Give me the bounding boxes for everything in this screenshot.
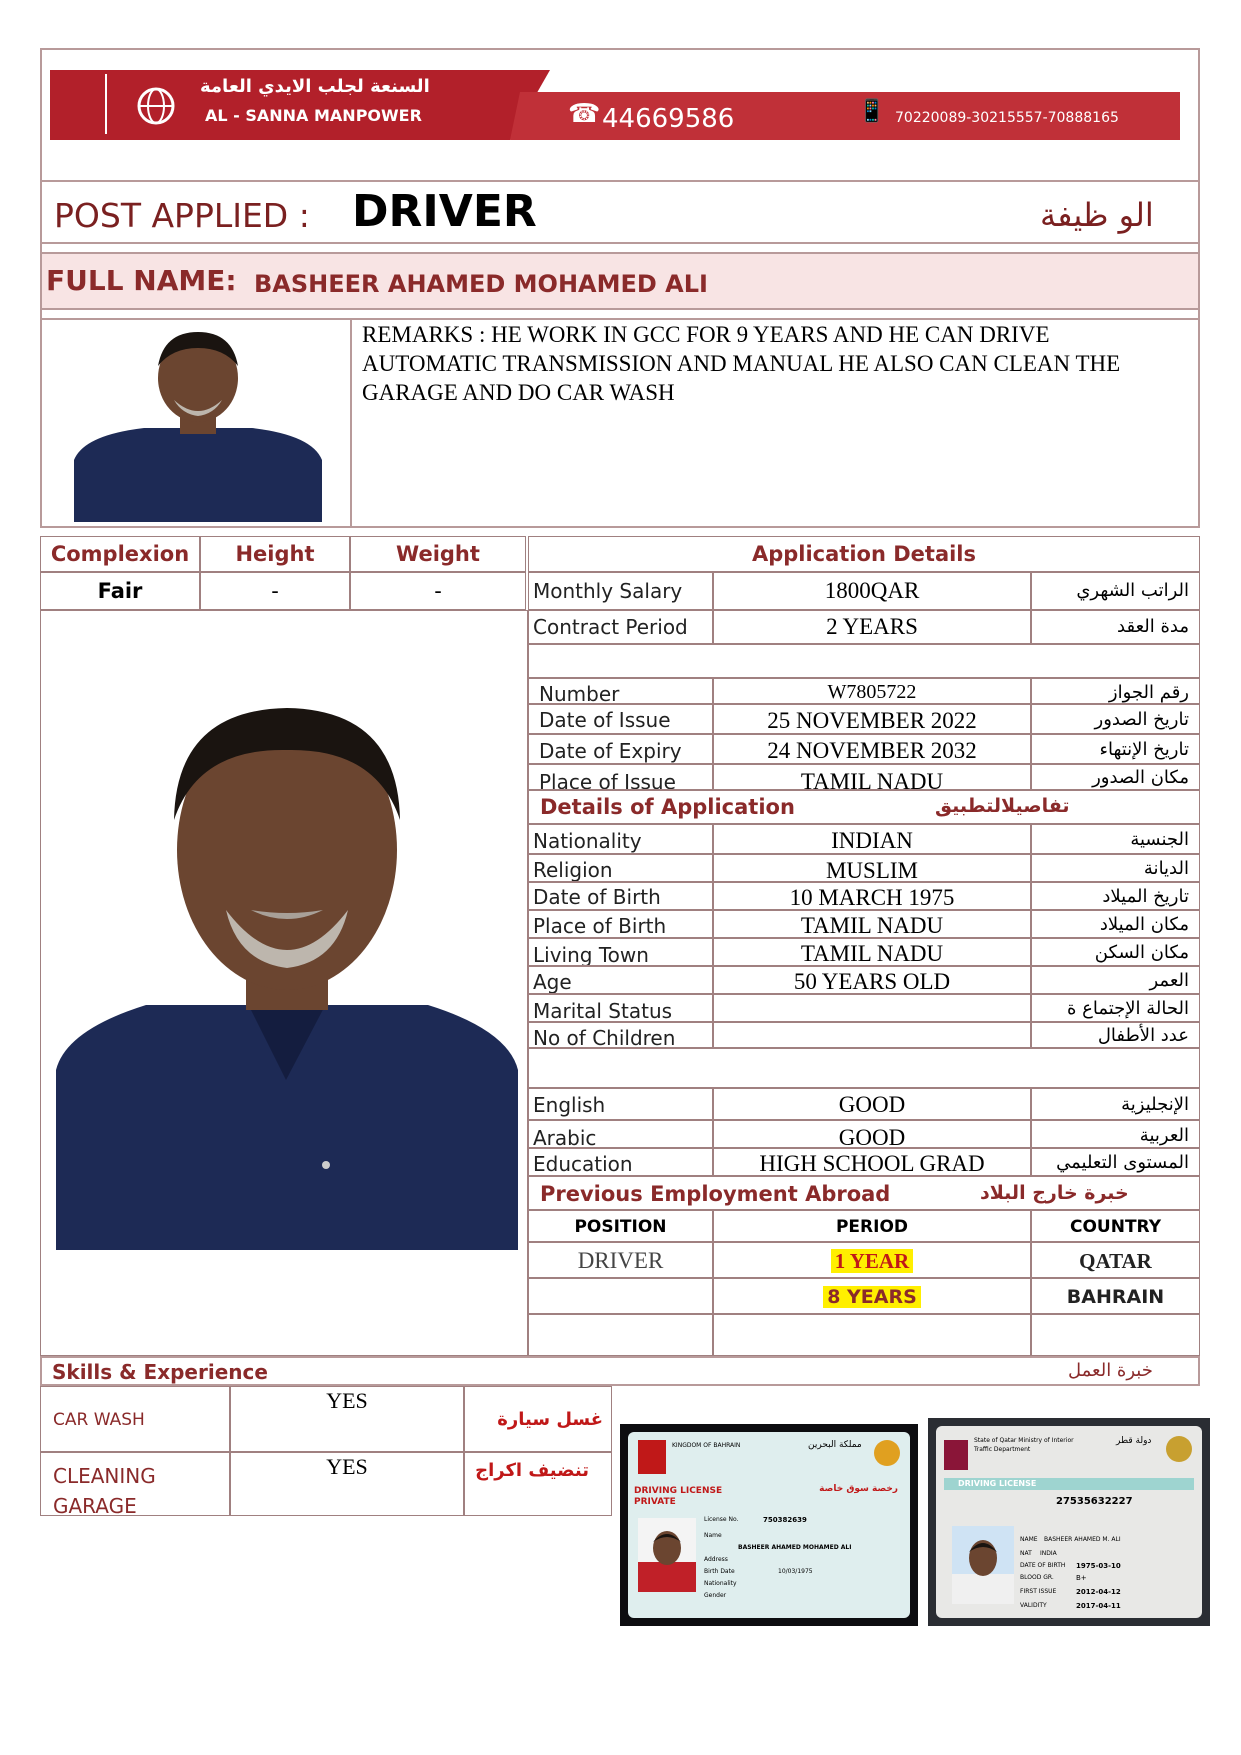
education-ar: المستوى التعليمي xyxy=(1031,1148,1200,1176)
qatar-field-birth: DATE OF BIRTH xyxy=(1020,1562,1066,1569)
skills-title: Skills & Experience xyxy=(52,1360,268,1384)
english-label: English xyxy=(528,1088,713,1120)
nationality-label: Nationality xyxy=(528,824,713,854)
bahrain-license-card xyxy=(620,1424,918,1626)
bahrain-field-nationality: Nationality xyxy=(704,1580,737,1587)
age-ar: العمر xyxy=(1031,966,1200,994)
bahrain-name: BASHEER AHAMED MOHAMED ALI xyxy=(738,1544,852,1551)
living-town-value: TAMIL NADU xyxy=(713,938,1031,966)
date-of-expiry-ar: تاريخ الإنتهاء xyxy=(1031,734,1200,764)
date-of-birth-value: 10 MARCH 1975 xyxy=(713,882,1031,910)
qatar-blood: B+ xyxy=(1076,1574,1087,1582)
bahrain-license-type-ar: رخصة سوق خاصة xyxy=(819,1484,898,1494)
employment-row-1-position: DRIVER xyxy=(528,1242,713,1278)
mobile-phone-icon: 📱 xyxy=(858,98,886,123)
qatar-validity: 2017-04-11 xyxy=(1076,1602,1121,1610)
qatar-header-en: State of Qatar Ministry of Interior Traffic Department xyxy=(974,1437,1074,1453)
bahrain-header-en: KINGDOM OF BAHRAIN xyxy=(672,1442,741,1449)
employment-row-1-country: QATAR xyxy=(1031,1242,1200,1278)
employment-title-ar: خبرة خارج البلاد xyxy=(980,1182,1129,1204)
qatar-field-name: NAME xyxy=(1020,1536,1038,1543)
bahrain-flag-icon xyxy=(638,1440,666,1474)
employment-row-2-position xyxy=(528,1278,713,1314)
bahrain-field-license-no: License No. xyxy=(704,1516,739,1523)
english-value: GOOD xyxy=(713,1088,1031,1120)
age-value: 50 YEARS OLD xyxy=(713,966,1031,994)
place-of-birth-ar: مكان الميلاد xyxy=(1031,910,1200,938)
telephone-icon: ☎ xyxy=(568,98,601,128)
bahrain-field-birth: Birth Date xyxy=(704,1568,735,1575)
contract-period-label: Contract Period xyxy=(528,610,713,644)
date-of-issue-label: Date of Issue xyxy=(528,704,713,734)
place-of-issue-value: TAMIL NADU xyxy=(713,764,1031,790)
photo-divider xyxy=(350,318,352,528)
passport-number-label: Number xyxy=(528,678,713,704)
qatar-field-nat: NAT xyxy=(1020,1550,1032,1557)
qatar-license-type: DRIVING LICENSE xyxy=(944,1478,1194,1490)
bahrain-header-ar: مملكة البحرين xyxy=(808,1440,862,1450)
bahrain-emblem-icon xyxy=(874,1440,900,1466)
qatar-header-ar: دولة قطر xyxy=(1116,1436,1152,1446)
header-complexion: Complexion xyxy=(40,536,200,572)
age-label: Age xyxy=(528,966,713,994)
marital-status-value xyxy=(713,994,1031,1022)
english-ar: الإنجليزية xyxy=(1031,1088,1200,1120)
employment-row-3-period xyxy=(713,1314,1031,1356)
arabic-label: Arabic xyxy=(528,1120,713,1148)
bahrain-license-type: DRIVING LICENSE PRIVATE xyxy=(634,1486,723,1507)
post-applied-value: DRIVER xyxy=(352,186,537,237)
application-details-title: Application Details xyxy=(528,536,1200,572)
passport-number-value: W7805722 xyxy=(713,678,1031,704)
marital-status-ar: الحالة الإجتماع ة xyxy=(1031,994,1200,1022)
full-name-value: BASHEER AHAMED MOHAMED ALI xyxy=(254,270,708,298)
qatar-license-card xyxy=(928,1418,1210,1626)
company-banner xyxy=(50,68,1180,140)
qatar-flag-icon xyxy=(944,1440,968,1470)
qatar-license-face xyxy=(936,1426,1202,1618)
applicant-photo-large xyxy=(56,700,518,1250)
monthly-salary-label: Monthly Salary xyxy=(528,572,713,610)
header-weight: Weight xyxy=(350,536,526,572)
employment-header-position: POSITION xyxy=(528,1210,713,1242)
employment-header-period: PERIOD xyxy=(713,1210,1031,1242)
employment-row-2-country: BAHRAIN xyxy=(1031,1278,1200,1314)
children-label: No of Children xyxy=(528,1022,713,1048)
skill-cleaning-garage-text: CLEANING GARAGE xyxy=(53,1464,156,1516)
remarks-text: REMARKS : HE WORK IN GCC FOR 9 YEARS AND HE CAN DRIVE AUTOMATIC TRANSMISSION AND MANUAL HE ALSO CAN CLEAN THE GARAGE AND DO CAR WASH xyxy=(362,322,1121,405)
company-name-ar: السنعة لجلب الايدي العامة xyxy=(200,76,430,97)
arabic-ar: العربية xyxy=(1031,1120,1200,1148)
employment-row-3-country xyxy=(1031,1314,1200,1356)
bahrain-field-gender: Gender xyxy=(704,1592,727,1599)
education-value: HIGH SCHOOL GRAD xyxy=(713,1148,1031,1176)
monthly-salary-value: 1800QAR xyxy=(713,572,1031,610)
bahrain-license-photo xyxy=(638,1518,696,1592)
date-of-birth-ar: تاريخ الميلاد xyxy=(1031,882,1200,910)
qatar-license-photo xyxy=(952,1526,1014,1604)
date-of-expiry-value: 24 NOVEMBER 2032 xyxy=(713,734,1031,764)
date-of-birth-label: Date of Birth xyxy=(528,882,713,910)
skills-title-ar: خبرة العمل xyxy=(1068,1360,1153,1381)
globe-logo-icon xyxy=(136,86,176,126)
bahrain-field-name: Name xyxy=(704,1532,722,1539)
arabic-value: GOOD xyxy=(713,1120,1031,1148)
skill-car-wash-label: CAR WASH xyxy=(40,1386,230,1452)
employment-header-country: COUNTRY xyxy=(1031,1210,1200,1242)
children-ar: عدد الأطفال xyxy=(1031,1022,1200,1048)
spacer-row-1 xyxy=(528,644,1200,678)
post-applied-label: POST APPLIED : xyxy=(54,196,310,235)
qatar-emblem-icon xyxy=(1166,1436,1192,1462)
employment-row-1-period-cell xyxy=(713,1242,1031,1278)
contract-period-value: 2 YEARS xyxy=(713,610,1031,644)
height-value: - xyxy=(200,572,350,610)
spacer-row-2 xyxy=(528,1048,1200,1088)
qatar-nat: INDIA xyxy=(1040,1550,1057,1557)
passport-number-ar: رقم الجواز xyxy=(1031,678,1200,704)
bahrain-field-address: Address xyxy=(704,1556,728,1563)
weight-value: - xyxy=(350,572,526,610)
qatar-field-first-issue: FIRST ISSUE xyxy=(1020,1588,1057,1595)
qatar-field-blood: BLOOD GR. xyxy=(1020,1574,1054,1581)
marital-status-label: Marital Status xyxy=(528,994,713,1022)
complexion-value: Fair xyxy=(40,572,200,610)
full-name-label: FULL NAME: xyxy=(46,264,237,297)
header-height: Height xyxy=(200,536,350,572)
employment-row-2-period: 8 YEARS xyxy=(823,1286,921,1308)
monthly-salary-ar: الراتب الشهري xyxy=(1031,572,1200,610)
place-of-birth-label: Place of Birth xyxy=(528,910,713,938)
contract-period-ar: مدة العقد xyxy=(1031,610,1200,644)
employment-row-3-position xyxy=(528,1314,713,1356)
place-of-birth-value: TAMIL NADU xyxy=(713,910,1031,938)
qatar-first-issue: 2012-04-12 xyxy=(1076,1588,1121,1596)
employment-row-2-period-cell xyxy=(713,1278,1031,1314)
qatar-birth: 1975-03-10 xyxy=(1076,1562,1121,1570)
bahrain-birth: 10/03/1975 xyxy=(778,1568,813,1575)
skill-car-wash-value: YES xyxy=(230,1386,464,1452)
nationality-ar: الجنسية xyxy=(1031,824,1200,854)
religion-value: MUSLIM xyxy=(713,854,1031,882)
employment-row-1-period: 1 YEAR xyxy=(831,1249,913,1273)
skill-cleaning-garage-ar: تنضيف اكراج xyxy=(464,1452,612,1516)
place-of-issue-ar: مكان الصدور xyxy=(1031,764,1200,790)
mobile-numbers: 70220089-30215557-70888165 xyxy=(895,110,1119,126)
company-name-en: AL - SANNA MANPOWER xyxy=(205,106,422,125)
applicant-photo-small xyxy=(64,330,332,522)
bahrain-license-face xyxy=(628,1432,910,1618)
skill-cleaning-garage-label xyxy=(40,1452,230,1516)
skill-car-wash-ar: غسل سيارة xyxy=(464,1386,612,1452)
nationality-value: INDIAN xyxy=(713,824,1031,854)
date-of-issue-value: 25 NOVEMBER 2022 xyxy=(713,704,1031,734)
date-of-issue-ar: تاريخ الصدور xyxy=(1031,704,1200,734)
details-of-application-title-ar: تفاصيلالتطبيق xyxy=(935,795,1070,817)
qatar-number: 27535632227 xyxy=(1056,1496,1133,1507)
children-value xyxy=(713,1022,1031,1048)
living-town-label: Living Town xyxy=(528,938,713,966)
living-town-ar: مكان السكن xyxy=(1031,938,1200,966)
bahrain-license-no: 750382639 xyxy=(763,1516,807,1524)
details-of-application-title: Details of Application xyxy=(540,795,795,819)
date-of-expiry-label: Date of Expiry xyxy=(528,734,713,764)
religion-ar: الديانة xyxy=(1031,854,1200,882)
qatar-field-validity: VALIDITY xyxy=(1020,1602,1047,1609)
place-of-issue-label: Place of Issue xyxy=(528,764,713,790)
post-applied-label-ar: الو ظيفة xyxy=(1040,196,1154,234)
education-label: Education xyxy=(528,1148,713,1176)
qatar-name: BASHEER AHAMED M. ALI xyxy=(1044,1536,1121,1543)
religion-label: Religion xyxy=(528,854,713,882)
employment-title: Previous Employment Abroad xyxy=(540,1182,891,1206)
phone-number: 44669586 xyxy=(602,104,735,134)
skill-cleaning-garage-value: YES xyxy=(230,1452,464,1516)
